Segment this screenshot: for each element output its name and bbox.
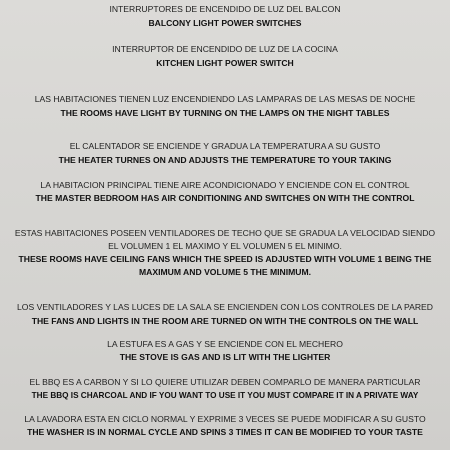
ceiling-fans-spanish-line-1: ESTAS HABITACIONES POSEEN VENTILADORES DE TECHO QUE SE GRADUA LA VELOCIDAD SIENDO <box>14 228 436 238</box>
heater-english: THE HEATER TURNES ON AND ADJUSTS THE TEMPERATURE TO YOUR TAKING <box>58 155 392 165</box>
kitchen-switch-spanish: INTERRUPTOR DE ENCENDIDO DE LUZ DE LA COCINA <box>112 44 338 54</box>
ceiling-fans-spanish-line-2: EL VOLUMEN 1 EL MAXIMO Y EL VOLUMEN 5 EL MINIMO. <box>108 241 342 251</box>
kitchen-switch-english: KITCHEN LIGHT POWER SWITCH <box>156 58 294 68</box>
master-bedroom-english: THE MASTER BEDROOM HAS AIR CONDITIONING AND SWITCHES ON WITH THE CONTROL <box>35 193 415 203</box>
master-bedroom-spanish: LA HABITACION PRINCIPAL TIENE AIRE ACONDICIONADO Y ENCIENDE CON EL CONTROL <box>40 180 410 190</box>
washer-spanish: LA LAVADORA ESTA EN CICLO NORMAL Y EXPRIME 3 VECES SE PUEDE MODIFICAR A SU GUSTO <box>24 414 426 424</box>
living-room-controls-spanish: LOS VENTILADORES Y LAS LUCES DE LA SALA SE ENCIENDEN CON LOS CONTROLES DE LA PARED <box>17 302 433 312</box>
ceiling-fans-english-line-2: MAXIMUM AND VOLUME 5 THE MINIMUM. <box>138 267 312 277</box>
balcony-switch-spanish: INTERRUPTORES DE ENCENDIDO DE LUZ DEL BALCON <box>109 4 341 14</box>
heater-spanish: EL CALENTADOR SE ENCIENDE Y GRADUA LA TEMPERATURA A SU GUSTO <box>69 141 381 151</box>
bbq-spanish: EL BBQ ES A CARBON Y SI LO QUIERE UTILIZAR DEBEN COMPARLO DE MANERA PARTICULAR <box>29 377 421 387</box>
rooms-light-spanish: LAS HABITACIONES TIENEN LUZ ENCENDIENDO LAS LAMPARAS DE LAS MESAS DE NOCHE <box>34 94 416 104</box>
living-room-controls-english: THE FANS AND LIGHTS IN THE ROOM ARE TURNED ON WITH THE CONTROLS ON THE WALL <box>31 316 419 326</box>
ceiling-fans-english-line-1: THESE ROOMS HAVE CEILING FANS WHICH THE SPEED IS ADJUSTED WITH VOLUME 1 BEING THE <box>18 254 432 264</box>
balcony-switch-english: BALCONY LIGHT POWER SWITCHES <box>148 18 302 28</box>
rooms-light-english: THE ROOMS HAVE LIGHT BY TURNING ON THE LAMPS ON THE NIGHT TABLES <box>60 108 390 118</box>
washer-english: THE WASHER IS IN NORMAL CYCLE AND SPINS 3 TIMES IT CAN BE MODIFIED TO YOUR TASTE <box>27 427 423 437</box>
stove-english: THE STOVE IS GAS AND IS LIT WITH THE LIGHTER <box>119 352 331 362</box>
bbq-english: THE BBQ IS CHARCOAL AND IF YOU WANT TO USE IT YOU MUST COMPARE IT IN A PRIVATE WAY <box>31 391 419 400</box>
stove-spanish: LA ESTUFA ES A GAS Y SE ENCIENDE CON EL MECHERO <box>107 339 343 349</box>
